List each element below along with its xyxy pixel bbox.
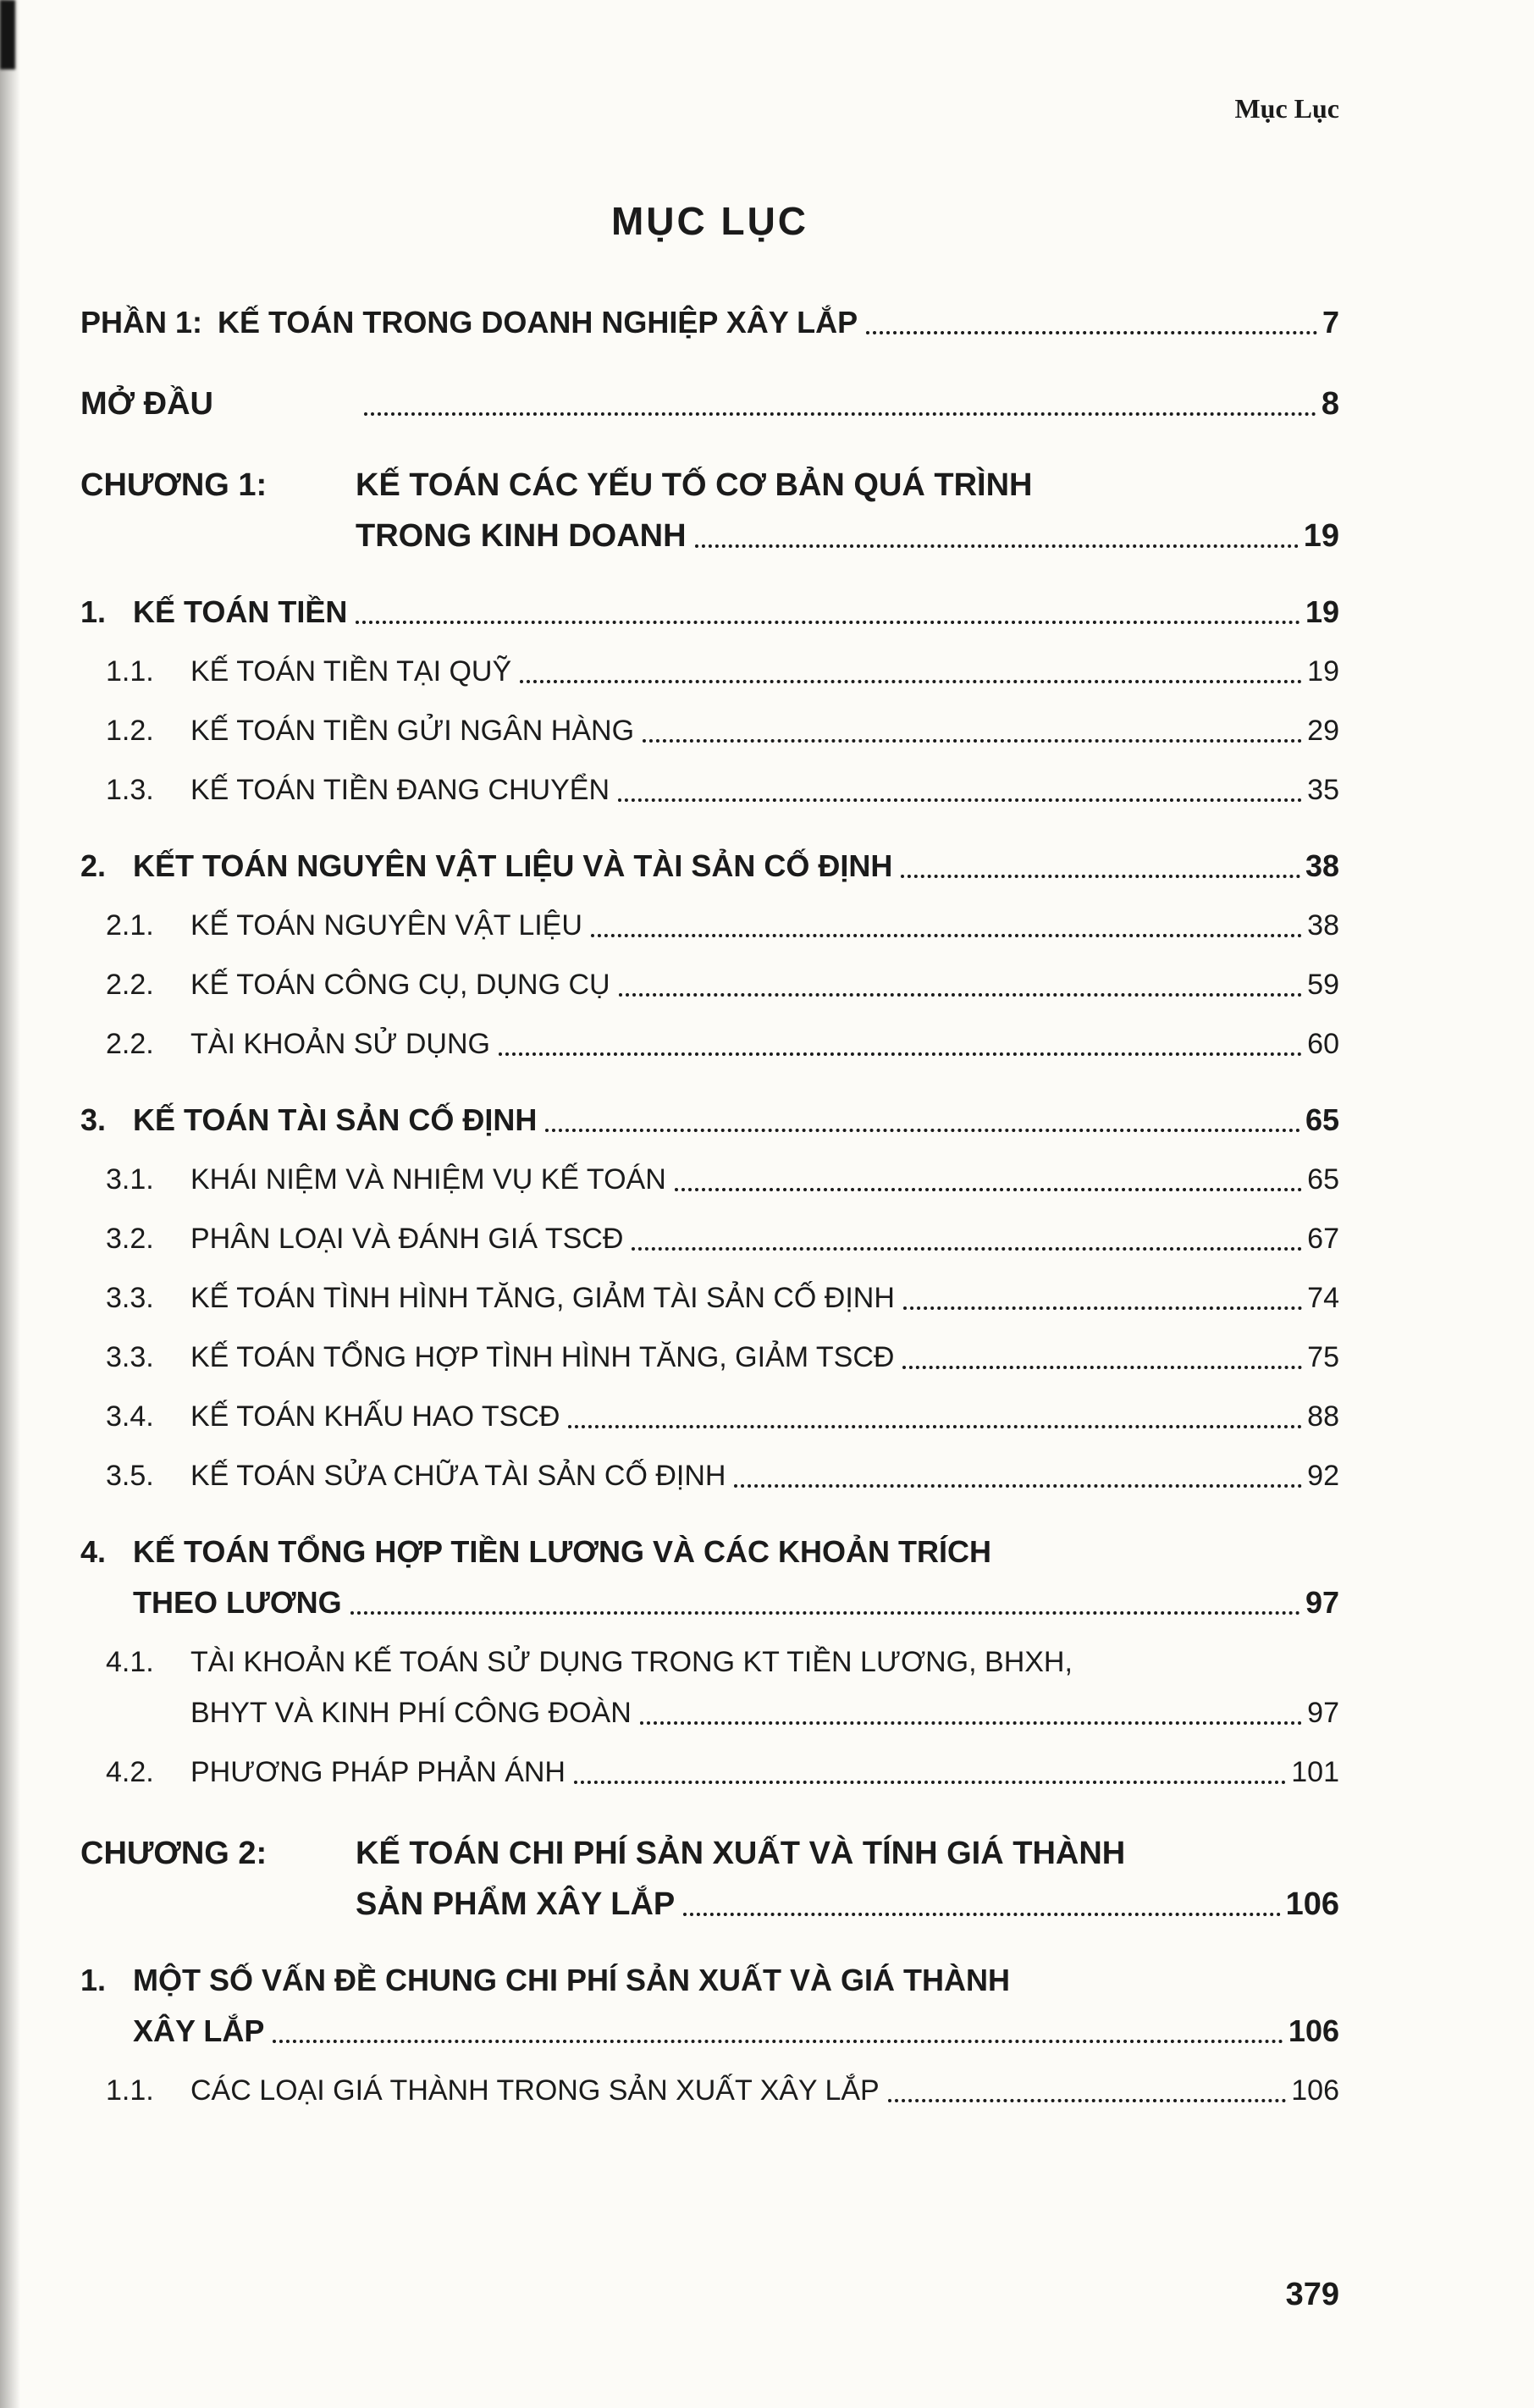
toc-entry-page: 106 [1291, 2074, 1339, 2107]
toc-entry-page: 74 [1307, 1282, 1339, 1314]
toc-entry [106, 1753, 1339, 1792]
toc-entry-number: PHẦN 1: [80, 305, 203, 340]
toc-entry [106, 770, 1339, 809]
toc-entry [106, 1160, 1339, 1199]
toc-entry-content [133, 847, 1339, 886]
toc-leader-dots [901, 875, 1300, 878]
toc-entry-number: 3.2. [106, 1223, 154, 1255]
toc-entry [80, 1834, 1339, 1924]
page-title: MỤC LỤC [610, 199, 809, 243]
toc-entry [80, 466, 1339, 555]
toc-entry [80, 1101, 1339, 1140]
toc-entry-page: 60 [1307, 1028, 1339, 1060]
toc-entry-title: CÁC LOẠI GIÁ THÀNH TRONG SẢN XUẤT XÂY LẮP [190, 2074, 880, 2107]
toc-entry-content [190, 1160, 1339, 1199]
toc-entry-content [190, 1397, 1339, 1436]
toc-entry-number: 2.2. [106, 1028, 154, 1060]
toc-entry-page: 19 [1305, 594, 1339, 629]
toc-entry-page: 97 [1307, 1697, 1339, 1729]
toc-entry-number: 3.4. [106, 1400, 154, 1433]
toc-entry-content [190, 1025, 1339, 1063]
toc-entry-number: 4.2. [106, 1756, 154, 1788]
toc-entry [80, 1961, 1339, 2051]
toc-leader-dots [734, 1484, 1302, 1488]
toc-entry-page: 35 [1307, 774, 1339, 806]
toc-entry-content [80, 303, 1339, 342]
toc-leader-dots [640, 1721, 1302, 1725]
toc-entry [106, 711, 1339, 750]
toc-entry-title: TRONG KINH DOANH [356, 518, 687, 554]
toc-entry-number: 1. [80, 1963, 107, 1997]
toc-entry-content [133, 1961, 1339, 2051]
toc-entry-page: 8 [1321, 386, 1339, 422]
toc-leader-dots [632, 1247, 1302, 1251]
toc-leader-dots [364, 412, 1316, 416]
toc-entry-content [190, 711, 1339, 750]
scan-edge-shadow [0, 0, 20, 2408]
toc-entry-number: 1.3. [106, 774, 154, 806]
toc-leader-dots [888, 2099, 1287, 2102]
toc-entry [80, 593, 1339, 632]
toc-entry-title: KẾ TOÁN TIỀN [133, 594, 348, 629]
toc-entry [106, 1219, 1339, 1258]
toc-entry-content [190, 1279, 1339, 1317]
toc-entry-title: KẾ TOÁN SỬA CHỮA TÀI SẢN CỐ ĐỊNH [190, 1460, 726, 1492]
toc-leader-dots [356, 621, 1300, 624]
toc-entry-title: KẾ TOÁN NGUYÊN VẬT LIỆU [190, 909, 582, 942]
toc-leader-dots [675, 1188, 1302, 1191]
toc-entry-title: SẢN PHẨM XÂY LẮP [356, 1886, 676, 1922]
toc-leader-dots [643, 739, 1302, 743]
toc-entry-title: KẾ TOÁN TIỀN TẠI QUỸ [190, 655, 512, 688]
toc-leader-dots [903, 1306, 1302, 1310]
toc-entry-title-line: TÀI KHOẢN KẾ TOÁN SỬ DỤNG TRONG KT TIỀN LƯƠNG, BHXH, [190, 1646, 1073, 1678]
toc-leader-dots [683, 1913, 1280, 1916]
toc-entry [106, 906, 1339, 945]
toc-entry-page: 38 [1305, 848, 1339, 883]
toc-entry-title: KẾ TOÁN TÌNH HÌNH TĂNG, GIẢM TÀI SẢN CỐ ĐỊNH [190, 1282, 895, 1314]
toc-entry-content [190, 2071, 1339, 2110]
toc-leader-dots [695, 544, 1299, 548]
toc-entry-title-line: KẾ TOÁN CÁC YẾU TỐ CƠ BẢN QUÁ TRÌNH [356, 467, 1033, 503]
toc-entry-number: MỞ ĐẦU [80, 386, 213, 422]
toc-entry-number: 3.5. [106, 1460, 154, 1492]
toc-entry-content [190, 652, 1339, 691]
toc-entry [106, 652, 1339, 691]
toc-entry-title: PHƯƠNG PHÁP PHẢN ÁNH [190, 1756, 566, 1788]
toc-entry [106, 1643, 1339, 1732]
toc-entry-number: 1.1. [106, 655, 154, 688]
running-header: Mục Lục [1234, 93, 1339, 124]
toc-entry-title-line: KẾ TOÁN CHI PHÍ SẢN XUẤT VÀ TÍNH GIÁ THÀNH [356, 1836, 1126, 1871]
toc-entry-content [133, 1533, 1339, 1622]
toc-entry-number: 2.2. [106, 969, 154, 1001]
toc-entry-title: BHYT VÀ KINH PHÍ CÔNG ĐOÀN [190, 1697, 632, 1729]
toc-entry [106, 1397, 1339, 1436]
toc-entry [80, 303, 1339, 342]
toc-leader-dots [574, 1781, 1286, 1784]
page-number: 379 [1285, 2277, 1339, 2312]
toc-entry-page: 59 [1307, 969, 1339, 1001]
toc-entry-title: PHÂN LOẠI VÀ ĐÁNH GIÁ TSCĐ [190, 1223, 624, 1255]
toc-entry-number: 3.1. [106, 1163, 154, 1196]
toc-entry-page: 88 [1307, 1400, 1339, 1433]
toc-entry-page: 38 [1307, 909, 1339, 942]
toc-entry-title-line: KẾ TOÁN TỔNG HỢP TIỀN LƯƠNG VÀ CÁC KHOẢN TRÍCH [133, 1534, 991, 1569]
toc-entry-page: 29 [1307, 715, 1339, 747]
toc-entry-content [190, 906, 1339, 945]
toc-entry-title: KẾ TOÁN TÀI SẢN CỐ ĐỊNH [133, 1102, 538, 1137]
toc-entry [106, 1025, 1339, 1063]
toc-entry-page: 67 [1307, 1223, 1339, 1255]
toc-entry-title-line: MỘT SỐ VẤN ĐỀ CHUNG CHI PHÍ SẢN XUẤT VÀ GIÁ THÀNH [133, 1963, 1011, 1997]
toc-entry-page: 106 [1288, 2013, 1339, 2048]
toc-entry-content [190, 965, 1339, 1004]
toc-leader-dots [591, 934, 1302, 937]
toc-entry-page: 92 [1307, 1460, 1339, 1492]
toc-entry [80, 1533, 1339, 1622]
toc-entry-content [190, 1753, 1339, 1792]
toc-entry-content [133, 1101, 1339, 1140]
toc-entry-content [356, 1834, 1339, 1924]
toc-entry-number: 4.1. [106, 1646, 154, 1678]
toc-entry-number: 1. [80, 594, 107, 629]
toc-entry-number: CHƯƠNG 1: [80, 467, 268, 503]
toc-entry-page: 65 [1307, 1163, 1339, 1196]
toc-entry-number: 3.3. [106, 1282, 154, 1314]
toc-entry [106, 1456, 1339, 1495]
toc-entry-content [133, 593, 1339, 632]
toc-entry [106, 1338, 1339, 1377]
toc-entry-number: 2.1. [106, 909, 154, 942]
toc-entry-number: 4. [80, 1534, 107, 1569]
toc-entry-page: 97 [1305, 1585, 1339, 1620]
toc-entry-title: THEO LƯƠNG [133, 1585, 342, 1620]
toc-entry-number: 3. [80, 1102, 107, 1137]
toc-entry-title: TÀI KHOẢN SỬ DỤNG [190, 1028, 490, 1060]
toc-leader-dots [520, 680, 1302, 683]
toc-leader-dots [618, 798, 1302, 802]
toc-entry [80, 384, 1339, 423]
toc-entry-content [356, 384, 1339, 423]
toc-leader-dots [350, 1611, 1300, 1615]
toc-leader-dots [866, 331, 1317, 334]
toc-entry-page: 106 [1285, 1886, 1339, 1922]
toc-entry-number: CHƯƠNG 2: [80, 1836, 268, 1871]
toc-entry-number: 1.1. [106, 2074, 154, 2107]
toc-entry-number: 1.2. [106, 715, 154, 747]
toc-entry-page: 65 [1305, 1102, 1339, 1137]
toc-leader-dots [499, 1052, 1302, 1056]
toc-entry-title: KẾ TOÁN CÔNG CỤ, DỤNG CỤ [190, 969, 610, 1001]
toc-leader-dots [568, 1425, 1302, 1428]
toc-entry-content [356, 466, 1339, 555]
toc-entry-title: KẾ TOÁN TIỀN GỬI NGÂN HÀNG [190, 715, 635, 747]
toc-list [80, 303, 1339, 2110]
toc-entry-number: 3.3. [106, 1341, 154, 1373]
toc-entry-title: KẾ TOÁN TIỀN ĐANG CHUYỂN [190, 774, 610, 806]
toc-leader-dots [273, 2040, 1283, 2043]
toc-leader-dots [619, 993, 1303, 997]
toc-entry-content [190, 1456, 1339, 1495]
toc-entry-title: KẾ TOÁN TRONG DOANH NGHIỆP XÂY LẮP [218, 305, 858, 340]
toc-entry-title: KHÁI NIỆM VÀ NHIỆM VỤ KẾ TOÁN [190, 1163, 666, 1196]
toc-entry-content [190, 1338, 1339, 1377]
toc-entry-page: 75 [1307, 1341, 1339, 1373]
toc-entry [106, 2071, 1339, 2110]
toc-entry-number: 2. [80, 848, 107, 883]
toc-leader-dots [545, 1129, 1300, 1132]
toc-entry-content [190, 770, 1339, 809]
toc-entry-page: 19 [1303, 518, 1339, 554]
toc-entry [80, 847, 1339, 886]
toc-entry-title: XÂY LẮP [133, 2013, 265, 2048]
toc-entry-title: KẾ TOÁN TỔNG HỢP TÌNH HÌNH TĂNG, GIẢM TSCĐ [190, 1341, 895, 1373]
toc-entry [106, 965, 1339, 1004]
toc-entry-title: KẾT TOÁN NGUYÊN VẬT LIỆU VÀ TÀI SẢN CỐ ĐỊNH [133, 848, 893, 883]
toc-entry-title: KẾ TOÁN KHẤU HAO TSCĐ [190, 1400, 560, 1433]
toc-entry-content [190, 1643, 1339, 1732]
toc-entry-content [190, 1219, 1339, 1258]
toc-entry-page: 7 [1322, 305, 1339, 340]
toc-entry-page: 101 [1291, 1756, 1339, 1788]
toc-entry-page: 19 [1307, 655, 1339, 688]
toc-leader-dots [902, 1366, 1302, 1369]
scan-corner-mark [0, 0, 15, 69]
toc-entry [106, 1279, 1339, 1317]
